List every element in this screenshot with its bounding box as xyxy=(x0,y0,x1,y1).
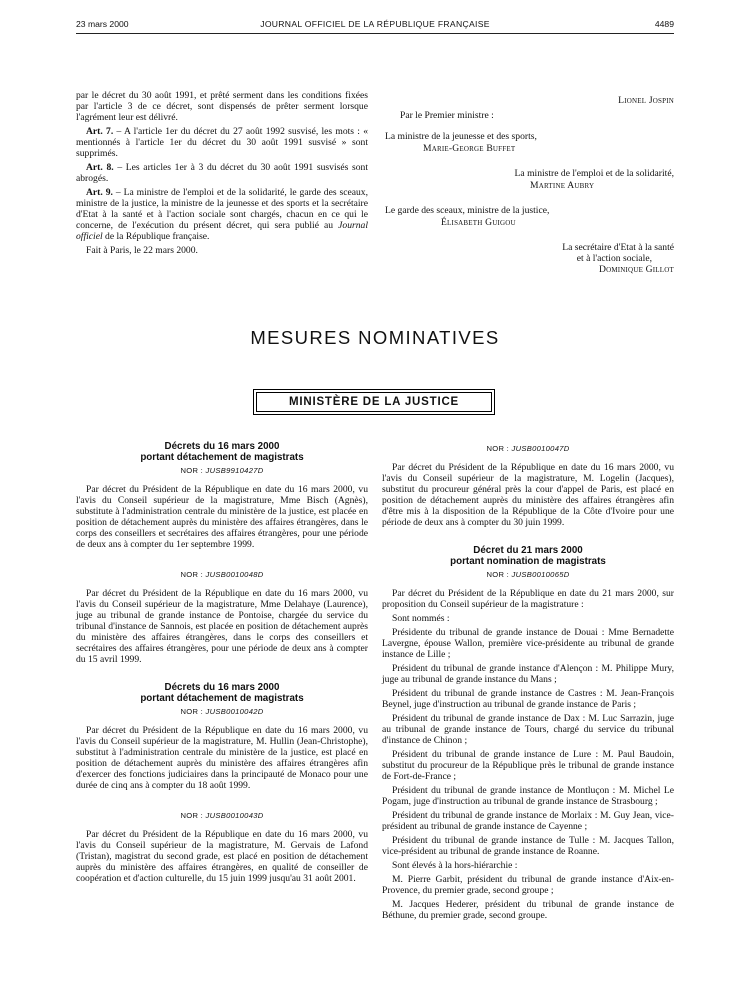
decree-4-nor-label: NOR : xyxy=(180,811,206,820)
decree-6-paragraph: Président du tribunal de grande instance de Montluçon : M. Michel Le Pogam, juge d'instruction au tribunal de grande instance de Strasbourg ; xyxy=(382,785,674,807)
signature-3-name: Élisabeth Guigou xyxy=(441,217,516,228)
article-8-label: Art. 8. xyxy=(86,162,114,173)
header-journal-title: JOURNAL OFFICIEL DE LA RÉPUBLIQUE FRANÇAISE xyxy=(260,19,490,29)
signature-1-name: Marie-George Buffet xyxy=(423,143,516,154)
decree-6-paragraph: Président du tribunal de grande instance de Dax : M. Luc Sarrazin, juge au tribunal de grande instance de Tours, chargé du service du tribunal d'instance de Chinon ; xyxy=(382,713,674,746)
decree-6-paragraph: Président du tribunal de grande instance de Morlaix : M. Guy Jean, vice-président au tribunal de grande instance de Cayenne ; xyxy=(382,810,674,832)
journal-officiel-italic: Journal officiel xyxy=(76,220,368,242)
decree-1-title-line-1: Décrets du 16 mars 2000 xyxy=(164,441,280,452)
decree-6-paragraph: Par décret du Président de la République en date du 21 mars 2000, sur proposition du Conseil supérieur de la magistrature : xyxy=(382,588,674,610)
decree-6-nor-code: JUSB0010065D xyxy=(511,570,570,579)
decree-1-title-line-2: portant détachement de magistrats xyxy=(140,452,304,463)
signature-4-title-a: La secrétaire d'Etat à la santé xyxy=(562,242,674,253)
header-date: 23 mars 2000 xyxy=(76,19,129,29)
signature-prime-minister-name: Lionel Jospin xyxy=(618,95,674,106)
decree-6-title-line-2: portant nomination de magistrats xyxy=(450,556,606,567)
article-7 xyxy=(76,126,368,159)
signature-prime-minister-label: Par le Premier ministre : xyxy=(400,110,494,121)
decree-6-paragraph: Président du tribunal de grande instance de Tulle : M. Jacques Tallon, vice-président au tribunal de grande instance de Roanne. xyxy=(382,835,674,857)
header-page-number: 4489 xyxy=(654,19,674,29)
article-9-text-a: – La ministre de l'emploi et de la solidarité, le garde des sceaux, ministre de la justice, la ministre de la jeunesse et des sports et la secrétaire d'Etat à la santé et à l'action sociale sont chargés, chacun en ce qui le concerne, de l'exécution du présent décret, qui sera publié au xyxy=(76,187,369,231)
right-column xyxy=(382,441,674,924)
decree-2-text: Par décret du Président de la République en date du 16 mars 2000, vu l'avis du Conseil supérieur de la magistrature, Mme Delahaye (Laurence), juge au tribunal de grande instance de Pontoise, chargée du service du tribunal d'instance de Sannois, est placée en position de détachement auprès du ministère des affaires étrangères, dans le corps des conseillers et secrétaires des affaires étrangères, pour une période de deux ans à compter du 15 avril 1999. xyxy=(76,588,368,665)
decree-6-nor-label: NOR : xyxy=(486,570,512,579)
signature-2-title: La ministre de l'emploi et de la solidarité, xyxy=(514,168,674,179)
top-left-column xyxy=(76,90,368,259)
article-7-label: Art. 7. xyxy=(86,126,114,137)
signature-4-name: Dominique Gillot xyxy=(598,264,674,275)
article-8-text: – Les articles 1er à 3 du décret du 30 août 1991 susvisés sont abrogés. xyxy=(76,162,369,184)
decree-5-text: Par décret du Président de la République en date du 16 mars 2000, vu l'avis du Conseil supérieur de la magistrature, M. Logelin (Jacques), substitut du procureur général près la cour d'appel de Paris, est placé en position de détachement auprès du ministère des affaires étrangères afin d'être mis à la disposition de la République de la Côte d'Ivoire pour une période de deux ans à compter du 30 juin 1999. xyxy=(382,462,674,528)
decree-5-nor-code: JUSB0010047D xyxy=(511,444,570,453)
decree-6-paragraph: Présidente du tribunal de grande instance de Douai : Mme Bernadette Lavergne, épouse Wallon, première vice-présidente au tribunal de grande instance de Lille ; xyxy=(382,627,674,660)
decree-2-nor-label: NOR : xyxy=(180,570,206,579)
article-9 xyxy=(76,187,368,242)
paragraph-continuation: par le décret du 30 août 1991, et prêté serment dans les conditions fixées par l'article 3 de ce décret, sont dispensés de prêter serment lorsque l'agrément leur est délivré. xyxy=(76,90,368,123)
decree-4-nor xyxy=(76,810,368,821)
article-8 xyxy=(76,162,368,184)
decree-6-paragraph: M. Jacques Hederer, président du tribunal de grande instance de Béthune, du premier grade, second groupe. xyxy=(382,899,674,921)
decree-6-nor xyxy=(382,569,674,580)
decree-3-nor-code: JUSB0010042D xyxy=(205,707,264,716)
decree-2-nor-code: JUSB0010048D xyxy=(205,570,264,579)
decree-1-nor-code: JUSB9910427D xyxy=(205,466,264,475)
signing-place-date: Fait à Paris, le 22 mars 2000. xyxy=(86,245,198,256)
decree-6-paragraph: Sont élevés à la hors-hiérarchie : xyxy=(392,860,518,871)
signature-3-title: Le garde des sceaux, ministre de la justice, xyxy=(385,205,550,216)
decree-4-text: Par décret du Président de la République en date du 16 mars 2000, vu l'avis du Conseil supérieur de la magistrature, M. Gervais de Lafond (Tristan), magistrat du second grade, est placé en position de détachement auprès du ministère des affaires étrangères, en qualité de conseiller de coopération et d'action culturelle, du 15 juin 1999 jusqu'au 31 août 2001. xyxy=(76,829,368,884)
decree-6-paragraph: Président du tribunal de grande instance de Castres : M. Jean-François Beynel, juge d'instruction au tribunal de grande instance de Paris ; xyxy=(382,688,674,710)
signature-1-title: La ministre de la jeunesse et des sports, xyxy=(385,131,537,142)
decree-1-text: Par décret du Président de la République en date du 16 mars 2000, vu l'avis du Conseil supérieur de la magistrature, Mme Bisch (Agnès), substitute à l'administration centrale du ministère de la justice, est placée en position de détachement auprès du ministère des affaires étrangères, dans le corps des conseillers et secrétaires des affaires étrangères, pour une période de deux ans à compter du 1er septembre 1999. xyxy=(76,484,368,550)
decree-5-nor-label: NOR : xyxy=(486,444,512,453)
decree-3-title-line-2: portant détachement de magistrats xyxy=(140,693,304,704)
decree-5-nor xyxy=(382,443,674,454)
article-9-text-b: de la République française. xyxy=(102,231,210,242)
decree-3-nor xyxy=(76,706,368,717)
decree-6-title-line-1: Décret du 21 mars 2000 xyxy=(473,545,583,556)
decree-1-nor xyxy=(76,465,368,476)
decree-4-nor-code: JUSB0010043D xyxy=(205,811,264,820)
ministry-heading-box xyxy=(253,389,495,415)
article-7-text: – A l'article 1er du décret du 27 août 1992 susvisé, les mots : « mentionnés à l'article 1er du décret du 30 août 1991 susvisé » sont supprimés. xyxy=(76,126,368,159)
decree-3-title-line-1: Décrets du 16 mars 2000 xyxy=(164,682,280,693)
signature-2-name: Martine Aubry xyxy=(530,180,595,191)
signature-4-title-b: et à l'action sociale, xyxy=(576,253,652,264)
decree-6-body xyxy=(382,588,674,921)
decree-6-paragraph: Président du tribunal de grande instance de Lure : M. Paul Baudoin, substitut du procureur de la République près le tribunal de grande instance de Fort-de-France ; xyxy=(382,749,674,782)
left-column xyxy=(76,441,368,887)
decree-3-nor-label: NOR : xyxy=(180,707,206,716)
ministry-heading: MINISTÈRE DE LA JUSTICE xyxy=(256,392,492,412)
decree-6-paragraph: M. Pierre Garbit, président du tribunal de grande instance d'Aix-en-Provence, du premier grade, second groupe ; xyxy=(382,874,674,896)
article-9-label: Art. 9. xyxy=(86,187,113,198)
decree-6-paragraph: Sont nommés : xyxy=(392,613,450,624)
decree-1-nor-label: NOR : xyxy=(180,466,206,475)
section-title: MESURES NOMINATIVES xyxy=(250,327,500,348)
decree-3-text: Par décret du Président de la République en date du 16 mars 2000, vu l'avis du Conseil supérieur de la magistrature, M. Hullin (Jean-Christophe), substitut à l'administration centrale du ministère de la justice, est placé en position de détachement auprès du ministère des affaires étrangères afin d'exercer des fonctions judiciaires dans la principauté de Monaco pour une durée de cinq ans à compter du 18 août 1999. xyxy=(76,725,368,791)
decree-6-paragraph: Président du tribunal de grande instance d'Alençon : M. Philippe Mury, juge au tribunal de grande instance du Mans ; xyxy=(382,663,674,685)
decree-2-nor xyxy=(76,569,368,580)
running-header xyxy=(76,18,674,34)
